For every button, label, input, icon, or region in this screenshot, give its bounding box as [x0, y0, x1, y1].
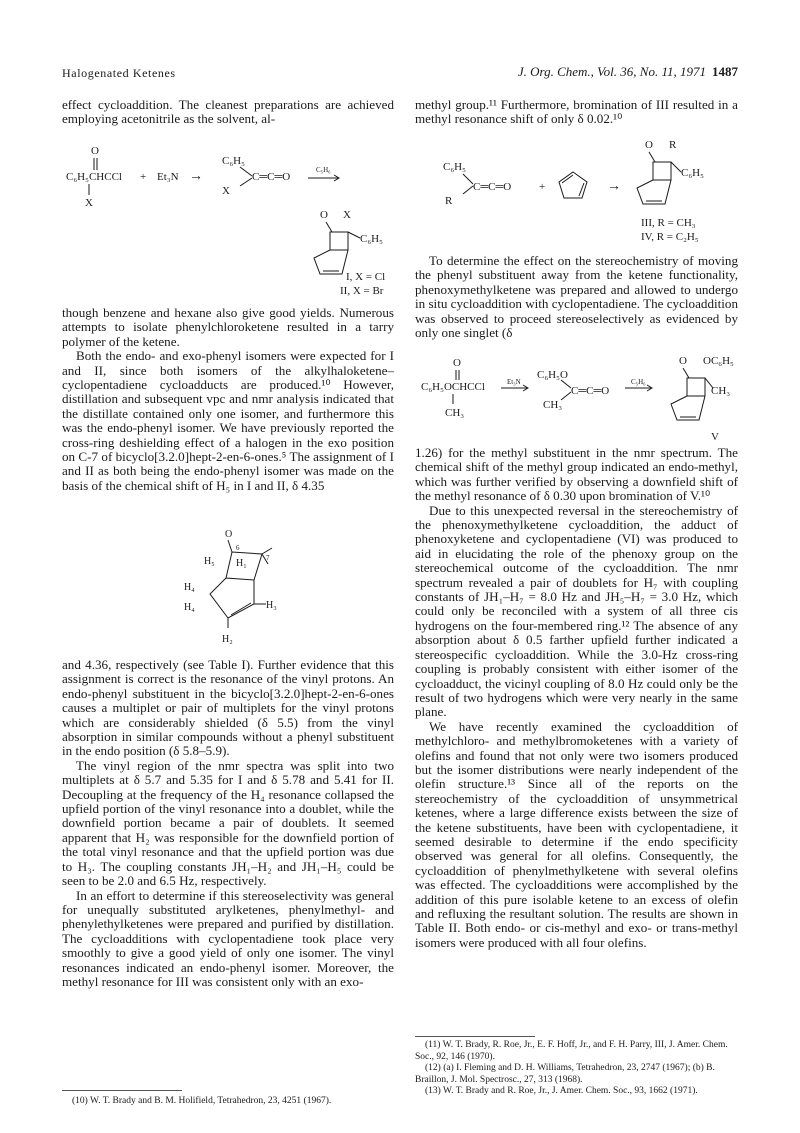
- diag-h4b: H₄: [184, 602, 195, 613]
- left-para-4: and 4.36, respectively (see Table I). Further evidence that this assignment is correct is the resonance of the vinyl protons. An endo-phenyl substituent in the bicyclo[3.2.0]hept-2-en-6-ones causes a multiplet or pair of multiplets for the vinyl protons which are considerably shielded (δ 5.5) from the vinyl absorption in similar compounds without a phenyl substituent in the endo position (δ 5.8–5.9). The vinyl region of the nmr spectra was split into two multiplets at δ 5.7 and 5.35 for I and δ 5.78 and 5.41 for II. Decoupling at the frequency of the H₄ resonance collapsed the upfield portion of the vinyl resonance into a doublet, while the downfield portion became a pair of doublets. It seemed apparent that H₂ was responsible for the downfield portion of the total vinyl resonance and that the upfield portion was due to H₃. The coupling constants JH₁–H₂ and JH₁–H₅ could be seen to be 2.0 and 6.5 Hz, respectively. In an effort to determine if this stereoselectivity was general for unequally substituted arylketenes, phenylmethyl- and phenylethylketenes were prepared and purified by distillation. The cycloadditions with cyclopentadiene took place very smoothly to give a good yield of only one isomer. The vinyl resonances indicated an endo-phenyl isomer. Moreover, the methyl resonance for III was consistent only with an exo-: [62, 657, 394, 989]
- scheme1-label-2: II, X = Br: [340, 285, 384, 297]
- running-head: Halogenated Ketenes: [62, 66, 176, 80]
- scheme1-reactant-x: X: [85, 197, 93, 209]
- bicyclo-diagram: [170, 526, 300, 648]
- scheme2-prod-r: R: [669, 139, 677, 151]
- scheme1-arrow: →: [189, 169, 203, 184]
- footnotes-right: [415, 1040, 738, 1098]
- scheme2-prod-o: O: [645, 139, 653, 151]
- scheme1-o: O: [91, 145, 99, 157]
- scheme2-ph: C₆H₅: [443, 161, 466, 173]
- scheme-2: [415, 134, 738, 246]
- right-para-1: methyl group.¹¹ Furthermore, bromination of III resulted in a methyl resonance shift of only δ 0.02.¹⁰: [415, 97, 738, 127]
- scheme2-label-2: IV, R = C₂H₅: [641, 231, 699, 243]
- footnote-12: (12) (a) I. Fleming and D. H. Williams, Tetrahedron, 23, 2747 (1967); (b) B. Braillon, J. Mol. Spectrosc., 27, 313 (1968).: [415, 1063, 715, 1085]
- scheme2-arrow: →: [607, 179, 621, 194]
- diag-h3: H₃: [266, 600, 277, 611]
- scheme2-core: C═C═O: [473, 181, 512, 193]
- right-para-5: We have recently examined the cycloaddition of methylchloro- and methylbromoketenes with a variety of olefins and found that not only were two isomers produced but the isomer distributions were nearly independent of the olefin structure.¹³ Since all of the reports on the stereochemistry of the cycloaddition of unsymmetrical ketenes, where a large difference exists between the size of the ketene substituents, have been with cyclopentadiene, it seemed desirable to determine if the endo specificity observed was general for all olefins. Consequently, the cycloaddition of phenylmethylketene with several olefins was effected. The cycloadditions were accomplished by the addition of this pure isolable ketene to an excess of olefin and refluxing the resultant solution. The results are shown in Table II. Both endo- or cis-methyl and exo- or trans-methyl isomers were produced with all four olefins.: [415, 718, 738, 950]
- scheme3-ketene-top: C₆H₅O: [537, 369, 568, 381]
- scheme3-ketene-bot: CH₃: [543, 399, 563, 411]
- footnote-10: (10) W. T. Brady and B. M. Holifield, Tetrahedron, 23, 4251 (1967).: [72, 1096, 332, 1106]
- right-para-2: To determine the effect on the stereochemistry of moving the phenyl substituent away from the ketene functionality, phenoxymethylketene was prepared and allowed to undergo in situ cycloaddition with cyclopentadiene. The cycloaddition was observed to proceed stereoselectively as evidenced by only one singlet (δ: [415, 253, 739, 341]
- scheme3-prod-ch3: CH₃: [711, 385, 731, 397]
- scheme1-ketene-ph: C₆H₅: [222, 155, 245, 167]
- diag-c7: 7: [266, 554, 270, 562]
- diag-h2: H₂: [222, 634, 233, 645]
- scheme1-prod-x: X: [343, 209, 351, 221]
- footnote-13: (13) W. T. Brady and R. Roe, Jr., J. Amer. Chem. Soc., 93, 1662 (1971).: [425, 1086, 698, 1096]
- scheme1-reactant: C₆H₅CHCCl: [66, 171, 122, 183]
- scheme3-core: C═C═O: [571, 385, 610, 397]
- diag-c6: 6: [236, 544, 240, 552]
- scheme3-o: O: [453, 357, 461, 369]
- scheme1-base: Et₃N: [157, 171, 179, 183]
- scheme1-ketene-x: X: [222, 185, 230, 197]
- footnote-11: (11) W. T. Brady, R. Roe, Jr., E. F. Hoff, Jr., and F. H. Parry, III, J. Amer. Chem. Soc., 92, 146 (1970).: [415, 1040, 728, 1062]
- footnote-rule-left: [62, 1090, 182, 1091]
- scheme1-prod-ph: C₆H₅: [360, 233, 383, 245]
- scheme2-plus: +: [539, 181, 546, 193]
- scheme1-ketene-core: C═C═O: [252, 171, 291, 183]
- left-para-5: The vinyl region of the nmr spectra was split into two multiplets at δ 5.7 and 5.35 for I and δ 5.78 and 5.41 for II. Decoupling at the frequency of the H₄ resonance collapsed the upfield portion of the vinyl resonance into a doublet, while the downfield portion became a pair of doublets. It seemed apparent that H₂ was responsible for the downfield portion of the total vinyl resonance and that the upfield portion was due to H₃. The coupling constants JH₁–H₂ and JH₁–H₅ could be seen to be 2.0 and 6.5 Hz, respectively.: [62, 757, 394, 889]
- scheme3-reactant-ch3: CH₃: [445, 407, 465, 419]
- scheme1-reagent: C₅H₆: [316, 166, 331, 174]
- scheme1-label-1: I, X = Cl: [346, 271, 386, 283]
- page-number: 1487: [712, 64, 738, 79]
- left-para-3: Both the endo- and exo-phenyl isomers were expected for I and II, since both isomers of the alkylhaloketene–cyclopentadiene cycloadducts are produced.¹⁰ However, distillation and subsequent vpc and nmr analysis indicated that the distillate contained only one isomer, and furthermore this was the endo-phenyl isomer. We have previously reported the cross-ring deshielding effect of a halogen in the exo position on C-7 of bicyclo[3.2.0]hept-2-en-6-ones.⁵ The assignment of I and II as both being the endo-phenyl isomer was made on the basis of the chemical shift of H₅ in I and II, δ 4.35: [62, 348, 394, 493]
- right-para-4: Due to this unexpected reversal in the stereochemistry of the phenoxymethylketene cycloaddition, the adduct of phenoxyketene and cyclopentadiene (VI) was produced to aid in elucidating the role of the phenoxy group on the stereochemical outcome of the cycloaddition. The nmr spectrum revealed a pair of doublets for H₇ with coupling constants of JH₁–H₇ = 8.0 Hz and JH₅–H₇ = 3.0 Hz, which could only be reconciled with a system of all three cis hydrogens on the four-membered ring.¹² The absence of any absorption about δ 0.5 farther upfield further indicated a stereospecific cycloaddition. While the 3.0-Hz cross-ring coupling is probably consistent with either isomer of the cycloadduct, the vicinyl coupling of 8.0 Hz could only be the result of two hydrogens which were very nearly in the same plane.: [415, 502, 738, 720]
- scheme-3: [415, 352, 738, 444]
- journal-citation: [518, 64, 738, 80]
- scheme2-label-1: III, R = CH₃: [641, 217, 696, 229]
- diag-h4a: H₄: [184, 582, 195, 593]
- diag-h1: H₁: [236, 558, 247, 569]
- scheme3-reagent: C₅H₆: [631, 378, 646, 386]
- footnote-rule-right: [415, 1036, 535, 1037]
- scheme3-reactant: C₆H₅OCHCCl: [421, 381, 485, 393]
- diag-o: O: [225, 529, 233, 540]
- left-para-1: effect cycloaddition. The cleanest preparations are achieved employing acetonitrile as the solvent, al-: [62, 97, 394, 127]
- scheme3-label: V: [711, 431, 719, 443]
- scheme3-prod-o: O: [679, 355, 687, 367]
- left-para-2: though benzene and hexane also give good yields. Numerous attempts to isolate phenylchloroketene resulted in a tarry polymer of the ketene. Both the endo- and exo-phenyl isomers were expected for I and II, since both isomers of the alkylhaloketene–cyclopentadiene cycloadducts are produced.¹⁰ However, distillation and subsequent vpc and nmr analysis indicated that the distillate contained only one isomer, and furthermore this was the endo-phenyl isomer. We have previously reported the cross-ring deshielding effect of a halogen in the exo position on C-7 of bicyclo[3.2.0]hept-2-en-6-ones.⁵ The assignment of I and II as both being the endo-phenyl isomer was made on the basis of the chemical shift of H₅ in I and II, δ 4.35: [62, 305, 394, 493]
- scheme1-plus: +: [140, 171, 147, 183]
- scheme2-r: R: [445, 195, 453, 207]
- scheme3-prod-oph: OC₆H₅: [703, 355, 734, 367]
- diag-h5: H₅: [204, 556, 215, 567]
- left-para-6: In an effort to determine if this stereoselectivity was general for unequally substituted arylketenes, phenylmethyl- and phenylethylketenes were prepared and purified by distillation. The cycloadditions with cyclopentadiene took place very smoothly to give a good yield of only one isomer. The vinyl resonances indicated an endo-phenyl isomer. Moreover, the methyl resonance for III was consistent only with an exo-: [62, 887, 394, 989]
- scheme1-prod-o: O: [320, 209, 328, 221]
- scheme-1: [62, 140, 394, 300]
- scheme2-prod-ph: C₆H₅: [681, 167, 704, 179]
- scheme3-base: Et₃N: [507, 378, 521, 386]
- right-para-3: 1.26) for the methyl substituent in the nmr spectrum. The chemical shift of the methyl group indicated an endo-methyl, which was further verified by observing a downfield shift of the methyl resonance of δ 0.30 upon bromination of V.¹⁰ Due to this unexpected reversal in the stereochemistry of the phenoxymethylketene cycloaddition, the adduct of phenoxyketene and cyclopentadiene (VI) was produced to aid in elucidating the role of the phenoxy group on the stereochemical outcome of the cycloaddition. The nmr spectrum revealed a pair of doublets for H₇ with coupling constants of JH₁–H₇ = 8.0 Hz and JH₅–H₇ = 3.0 Hz, which could only be reconciled with a system of all three cis hydrogens on the four-membered ring.¹² The absence of any absorption about δ 0.5 farther upfield further indicated a stereospecific cycloaddition. While the 3.0-Hz cross-ring coupling is probably consistent with either isomer of the cycloadduct, the vicinyl coupling of 8.0 Hz could only be the result of two hydrogens which were very nearly in the same plane. We have recently examined the cycloaddition of methylchloro- and methylbromoketenes with a variety of olefins and found that not only were two isomers produced but the isomer distributions were nearly independent of the olefin structure.¹³ Since all of the reports on the stereochemistry of the cycloaddition of unsymmetrical ketenes, where a large difference exists between the size of the ketene substituents, have been with cyclopentadiene, it seemed desirable to determine if the endo specificity observed was general for all olefins. Consequently, the cycloaddition of phenylmethylketene with several olefins was effected. The cycloadditions were accomplished by the addition of this pure isolable ketene to an excess of olefin and refluxing the resultant solution. The results are shown in Table II. Both endo- or cis-methyl and exo- or trans-methyl isomers were produced with all four olefins.: [415, 445, 738, 950]
- journal-name: J. Org. Chem., Vol. 36, No. 11, 1971: [517, 64, 706, 79]
